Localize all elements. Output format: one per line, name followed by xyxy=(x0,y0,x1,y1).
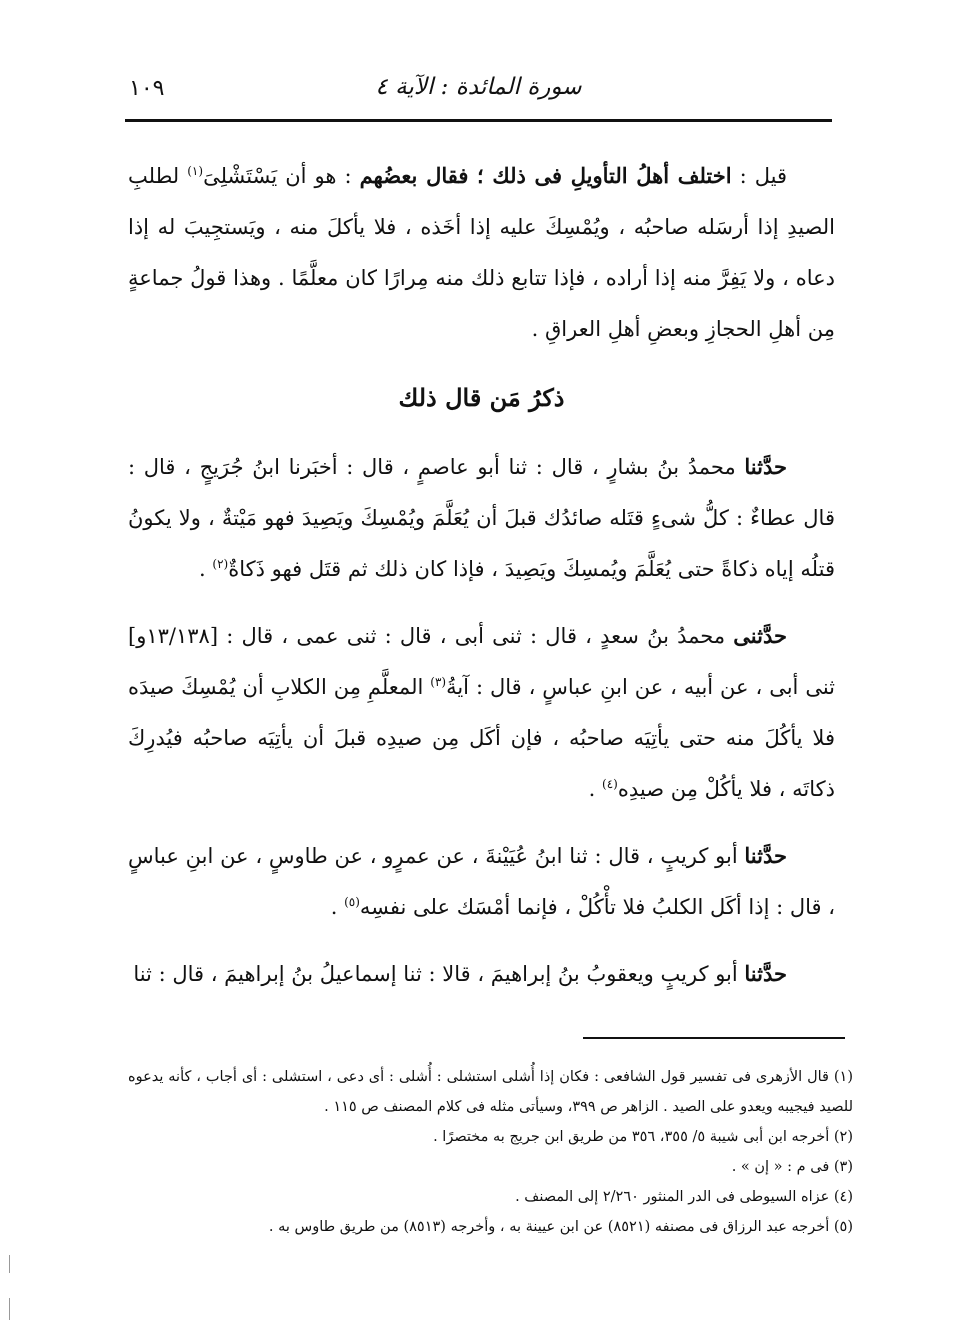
footnotes xyxy=(128,1062,853,1242)
scan-margin-mark xyxy=(9,1255,10,1273)
paragraph-3-text: محمدُ بنُ سعدٍ ، قال : ثنى أبى ، قال : ثنى عمى ، قال : [١٣/١٣٨و] ثنى أبى ، عن أبيه ، عن ابنِ عباسٍ ، قال : آيةُ xyxy=(128,624,836,699)
paragraph-5-text: أبو كريبٍ ويعقوبُ بنُ إبراهيمَ ، قالا : ثنا إسماعيلُ بنُ إبراهيمَ ، قال : ثنا xyxy=(133,962,745,986)
footnote-5: (٥) أخرجه عبد الرزاق فى مصنفه (٨٥٢١) عن ابن عيينة به ، وأخرجه (٨٥١٣) من طريق طاوس به . xyxy=(268,1219,853,1235)
paragraph-5 xyxy=(128,948,835,1000)
paragraph-2-post: . xyxy=(199,557,213,581)
header-rule xyxy=(125,119,832,122)
paragraph-1 xyxy=(128,150,835,355)
footnote-2: (٢) أخرجه ابن أبى شيبة ٥/ ٣٥٥، ٣٥٦ من طريق ابن جريج به مختصرًا . xyxy=(433,1129,853,1145)
running-header xyxy=(125,70,832,110)
footnote-ref-4: (٤) xyxy=(602,777,618,791)
paragraph-2-text: محمدُ بنُ بشارٍ ، قال : ثنا أبو عاصمٍ ، قال : أخبَرنا ابنُ جُرَيجٍ ، قال : قال عطاءٌ : كلُّ شىءٍ قتَله صائدُك قبلَ أن يُعَلَّمَ ويُمْسِكَ ويَصِيدَ فهو مَيْتةٌ ، ولا يكونُ قتلُه إياه ذكاةً حتى يُعَلَّمَ ويُمسِكَ ويَصِيدَ ، فإذا كان ذلك ثم قتَل فهو ذَكاةٌ xyxy=(128,455,835,581)
paragraph-3-lead: حدَّثنى xyxy=(733,623,787,648)
paragraph-2 xyxy=(128,441,835,595)
footnote-ref-1: (١) xyxy=(187,164,204,178)
paragraph-1-post: لطلبِ الصيدِ إذا أرسَله صاحبُه ، ويُمْسِكَ عليه إذا أخَذه ، فلا يأكلَ منه ، ويَستجِيبَ له إذا دعاه ، ولا يَفِرَّ منه إذا أراده ، فإذا تتابع ذلك منه مِرارًا كان معلَّمًا . وهذا قولُ جماعةٍ مِن أهلِ الحجازِ وبعضِ أهلِ العراقِ . xyxy=(128,164,835,341)
footnote-3: (٣) فى م : « إن » . xyxy=(731,1159,853,1175)
paragraph-3 xyxy=(128,610,835,815)
scan-margin-mark xyxy=(9,1298,10,1320)
section-heading: ذكرُ مَن قال ذلك xyxy=(398,383,565,412)
main-text xyxy=(128,150,835,1000)
paragraph-3-post: المعلَّمِ مِن الكلابِ أن يُمْسِكَ صيدَه فلا يأكُلَ منه حتى يأتِيَه صاحبُه ، فإن أكَل مِن صيدِه قبلَ أن يأتِيَه صاحبُه فيُدرِكَ ذكاتَه ، فلا يأكُلْ مِن صيدِه xyxy=(128,675,835,801)
paragraph-4-text: أبو كريبٍ ، قال : ثنا ابنُ عُيَيْنةَ ، عن عمرٍو ، عن طاوسٍ ، عن ابنِ عباسٍ ، قال : إذا أكَل الكلبُ فلا تأْكُلْ ، فإنما أمْسَك على نفسِه xyxy=(128,844,835,919)
paragraph-1-text: : هو أن يَسْتَشْلِىَ xyxy=(203,164,360,188)
paragraph-1-pre: قيل : xyxy=(731,164,787,188)
paragraph-3-post2: . xyxy=(588,777,603,801)
footnote-ref-2: (٢) xyxy=(212,557,229,571)
paragraph-1-bold: اختلف أهلُ التأويلِ فى ذلك ؛ فقال بعضُهم xyxy=(359,163,732,188)
footnote-ref-3: (٣) xyxy=(430,675,447,689)
paragraph-5-lead: حدَّثنا xyxy=(744,961,787,986)
footnote-rule xyxy=(583,1037,845,1039)
paragraph-4-lead: حدَّثنا xyxy=(744,843,787,868)
page-number: ١٠٩ xyxy=(129,76,165,101)
footnote-ref-5: (٥) xyxy=(344,895,360,909)
footnote-1: (١) قال الأزهرى فى تفسير قول الشافعى : فكان إذا أُشلى استشلى : أُشلى : أى دعى ، استشلى : أى أجاب ، كأنه يدعوه للصيد فيجيبه ويعدو على الصيد . الزاهر ص ٣٩٩، وسيأتى مثله فى كلام المصنف ص ١١٥ . xyxy=(128,1069,853,1115)
header-title: سورة المائدة : الآية ٤ xyxy=(375,74,582,100)
paragraph-2-lead: حدَّثنا xyxy=(744,454,787,479)
paragraph-4 xyxy=(128,830,835,933)
paragraph-4-post: . xyxy=(330,895,345,919)
footnote-4: (٤) عزاه السيوطى فى الدر المنثور ٢/٢٦٠ إلى المصنف . xyxy=(515,1189,853,1205)
